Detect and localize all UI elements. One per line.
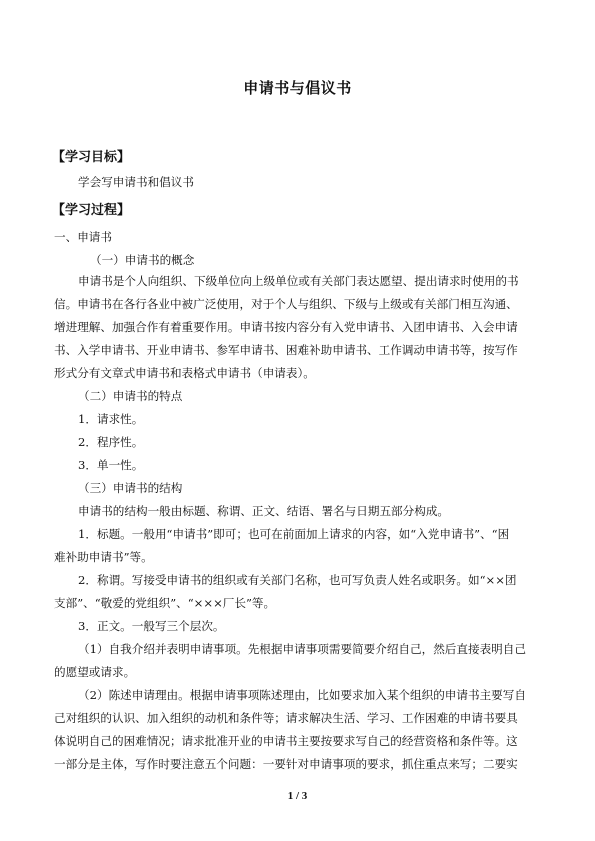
paragraph-line: 的愿望或请求。 <box>54 665 136 679</box>
document-title: 申请书与倡议书 <box>243 79 352 97</box>
paragraph-line: 信。申请书在各行各业中被广泛使用，对于个人与组织、下级与上级或有关部门相互沟通、 <box>54 297 518 311</box>
paragraph-line: 增进理解、加强合作有着重要作用。申请书按内容分有入党申请书、入团申请书、入会申请 <box>54 320 518 334</box>
page-number: 1 / 3 <box>287 790 308 802</box>
list-item: 1．请求性。 <box>78 412 144 426</box>
paragraph-line: 2．称谓。写接受申请书的组织或有关部门名称，也可写负责人姓名或职务。如“××团 <box>78 573 517 587</box>
paragraph-line: （2）陈述申请理由。根据申请事项陈述理由，比如要求加入某个组织的申请书主要写自 <box>78 688 526 702</box>
paragraph-line: 一部分是主体，写作时要注意五个问题：一要针对申请事项的要求，抓住重点来写；二要实 <box>54 757 518 771</box>
paragraph-line: 申请书的结构一般由标题、称谓、正文、结语、署名与日期五部分构成。 <box>78 504 450 518</box>
paragraph-line: 支部”、“敬爱的党组织”、“×××厂长”等。 <box>54 596 276 610</box>
paragraph-line: 申请书是个人向组织、下级单位向上级单位或有关部门表达愿望、提出请求时使用的书 <box>78 274 519 288</box>
paragraph-line: 己对组织的认识、加入组织的动机和条件等；请求解决生活、学习、工作困难的申请书要具 <box>54 711 518 725</box>
section-heading: 一、申请书 <box>54 230 112 244</box>
goal-text: 学会写申请书和倡议书 <box>78 175 194 189</box>
paragraph-line: 形式分有文章式申请书和表格式申请书（申请表）。 <box>54 366 315 380</box>
subsection-heading: （二）申请书的特点 <box>78 389 183 403</box>
heading-learning-process: 【学习过程】 <box>52 203 131 218</box>
list-item: 3．单一性。 <box>78 458 144 472</box>
heading-learning-goal: 【学习目标】 <box>52 150 131 165</box>
paragraph-line: 书、入学申请书、开业申请书、参军申请书、困难补助申请书、工作调动申请书等，按写作 <box>54 343 518 357</box>
paragraph-line: 难补助申请书”等。 <box>54 550 153 564</box>
subsection-heading: （三）申请书的结构 <box>78 481 183 495</box>
paragraph-line: 3．正文。一般写三个层次。 <box>78 619 225 633</box>
paragraph-line: （1）自我介绍并表明申请事项。先根据申请事项需要简要介绍自己，然后直接表明自己 <box>78 642 526 656</box>
paragraph-line: 体说明自己的困难情况；请求批准开业的申请书主要按要求写自己的经营资格和条件等。这 <box>54 734 518 748</box>
subsection-heading: （一）申请书的概念 <box>90 253 195 267</box>
list-item: 2．程序性。 <box>78 435 144 449</box>
paragraph-line: 1．标题。一般用“申请书”即可；也可在前面加上请求的内容，如“入党申请书”、“困 <box>78 527 510 541</box>
